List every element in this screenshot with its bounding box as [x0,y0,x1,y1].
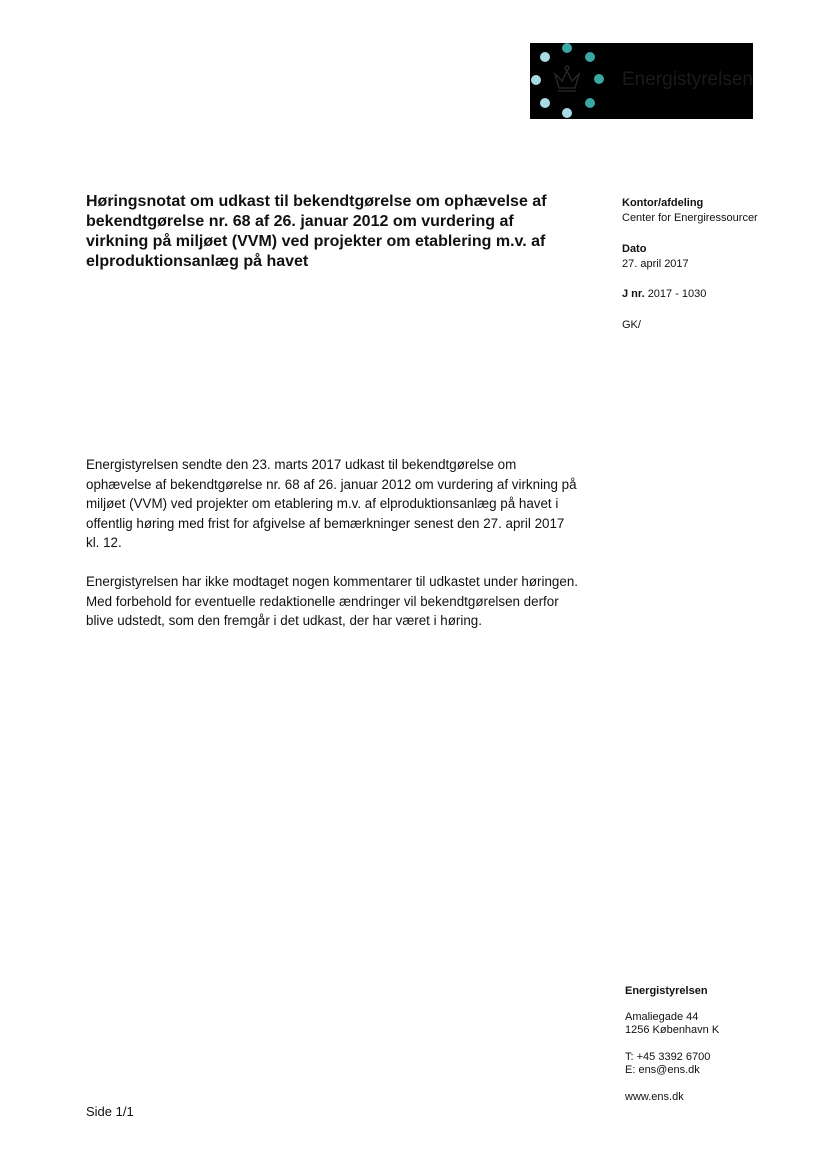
paragraph-line: blive udstedt, som den fremgår i det udkast, der har været i høring. [86,613,482,628]
website-link[interactable]: www.ens.dk [625,1091,684,1103]
jnr-value: 2017 - 1030 [647,288,707,300]
logo-dot [562,43,572,53]
title-line: bekendtgørelse nr. 68 af 26. januar 2012 om vurdering af [86,213,514,230]
office-label: Kontor/afdeling [622,197,704,209]
footer-contact [625,1051,710,1077]
logo-text: Energistyrelsen [622,69,753,90]
paragraph-line: offentlig høring med frist for afgivelse af bemærkninger senest den 27. april 2017 [86,515,565,531]
office-block [622,196,758,226]
phone: T: +45 3392 6700 [625,1051,711,1063]
paragraph-line: Energistyrelsen sendte den 23. marts 2017 udkast til bekendtgørelse om [86,457,517,472]
title-line: elproduktionsanlæg på havet [86,253,309,270]
email[interactable]: E: ens@ens.dk [625,1064,700,1076]
jnr-label: J nr. [622,288,645,300]
paragraph-line: ophævelse af bekendtgørelse nr. 68 af 26. januar 2012 om vurdering af virkning på [86,476,577,492]
office-value: Center for Energiressourcer [622,212,758,224]
energistyrelsen-logo [530,43,753,119]
paragraph-line: Energistyrelsen har ikke modtaget nogen kommentarer til udkastet under høringen. [86,574,578,589]
logo-dot [585,52,595,62]
logo-dot [594,74,604,84]
crown-icon [555,66,579,91]
date-block [622,242,689,272]
logo-dot [531,75,541,85]
paragraph-line: miljøet (VVM) ved projekter om etablering m.v. af elproduktionsanlæg på havet i [86,496,559,511]
title-line: Høringsnotat om udkast til bekendtgørelse om ophævelse af [86,193,547,210]
logo-dot [585,98,595,108]
logo-dot [562,108,572,118]
document-title [86,192,586,272]
paragraph-1 [86,455,606,553]
logo-dot [540,98,550,108]
footer-address [625,1011,719,1037]
page-number: Side 1/1 [86,1104,134,1119]
logo-dot [540,52,550,62]
paragraph-2 [86,572,606,631]
date-label: Dato [622,243,647,255]
address-line-2: 1256 København K [625,1024,720,1036]
footer-org: Energistyrelsen [625,985,708,997]
initials: GK/ [622,319,641,331]
jnr-block [622,287,706,302]
paragraph-line: Med forbehold for eventuelle redaktionelle ændringer vil bekendtgørelsen derfor [86,593,559,609]
paragraph-line: kl. 12. [86,535,122,550]
title-line: virkning på miljøet (VVM) ved projekter om etablering m.v. af [86,233,546,250]
date-value: 27. april 2017 [622,258,689,270]
address-line-1: Amaliegade 44 [625,1011,699,1023]
